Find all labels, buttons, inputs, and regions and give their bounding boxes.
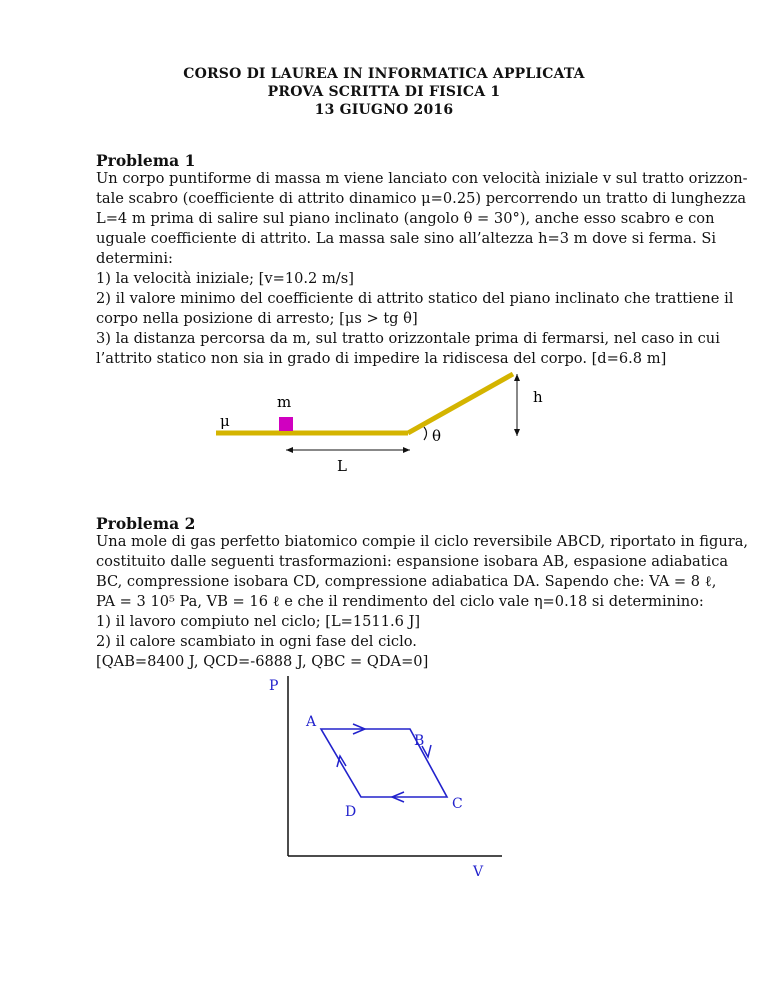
p-axis-label: P <box>269 678 279 694</box>
mu-label: μ <box>220 412 230 430</box>
problem1-title: Problema 1 <box>96 151 196 170</box>
angle-arc <box>424 427 427 440</box>
problem2-title: Problema 2 <box>96 514 196 533</box>
problem1-line: L=4 m prima di salire sul piano inclinato (angolo θ = 30°), anche esso scabro e con <box>96 210 715 227</box>
length-arrowhead-right <box>403 447 410 453</box>
v-axis-label: V <box>473 864 484 880</box>
problem1-line: 3) la distanza percorsa da m, sul tratto orizzontale prima di fermarsi, nel caso in cui <box>96 330 720 347</box>
problem1-line: tale scabro (coefficiente di attrito dinamico μ=0.25) percorrendo un tratto di lunghezza <box>96 190 747 207</box>
inclined-plane <box>408 374 513 433</box>
problem1-line: determini: <box>96 250 173 267</box>
problem1-line: corpo nella posizione di arresto; [μs > tg θ] <box>96 310 418 327</box>
theta-label: θ <box>432 427 442 445</box>
cycle-abcd <box>321 729 447 797</box>
problem1-line: l’attrito statico non sia in grado di impedire la ridiscesa del corpo. [d=6.8 m] <box>96 350 667 367</box>
problem2-line: PA = 3 10⁵ Pa, VB = 16 ℓ e che il rendimento del ciclo vale η=0.18 si determinino: <box>96 593 704 610</box>
problem2-line: Una mole di gas perfetto biatomico compie il ciclo reversibile ABCD, riportato in figura, <box>96 533 749 550</box>
height-label: h <box>533 388 543 406</box>
problem2-line: 1) il lavoro compiuto nel ciclo; [L=1511.6 J] <box>96 613 421 630</box>
height-arrowhead-bottom <box>514 429 520 436</box>
problem1-line: Un corpo puntiforme di massa m viene lanciato con velocità iniziale v sul tratto orizzon- <box>96 170 748 187</box>
header-exam: PROVA SCRITTA DI FISICA 1 <box>267 84 501 100</box>
length-label: L <box>337 457 347 475</box>
problem1-line: 2) il valore minimo del coefficiente di attrito statico del piano inclinato che trattiene il <box>96 290 734 307</box>
pv-diagram <box>0 670 768 885</box>
point-a-label: A <box>306 714 317 730</box>
problem2-line: [QAB=8400 J, QCD=-6888 J, QBC = QDA=0] <box>96 653 429 670</box>
problem2-line: 2) il calore scambiato in ogni fase del ciclo. <box>96 633 417 650</box>
point-d-label: D <box>345 804 357 820</box>
point-c-label: C <box>452 796 463 812</box>
point-b-label: B <box>414 733 425 749</box>
mass-block <box>279 417 293 431</box>
incline-figure <box>0 360 768 480</box>
header-date: 13 GIUGNO 2016 <box>314 102 454 118</box>
height-arrowhead-top <box>514 374 520 381</box>
header-course: CORSO DI LAUREA IN INFORMATICA APPLICATA <box>183 66 585 82</box>
problem2-line: BC, compressione isobara CD, compressione adiabatica DA. Sapendo che: VA = 8 ℓ, <box>96 573 717 590</box>
length-arrowhead-left <box>286 447 293 453</box>
mass-label: m <box>277 393 292 411</box>
problem1-line: uguale coefficiente di attrito. La massa sale sino all’altezza h=3 m dove si ferma. Si <box>96 230 717 247</box>
problem2-line: costituito dalle seguenti trasformazioni: espansione isobara AB, espasione adiabatica <box>96 553 729 570</box>
problem1-line: 1) la velocità iniziale; [v=10.2 m/s] <box>96 270 354 287</box>
